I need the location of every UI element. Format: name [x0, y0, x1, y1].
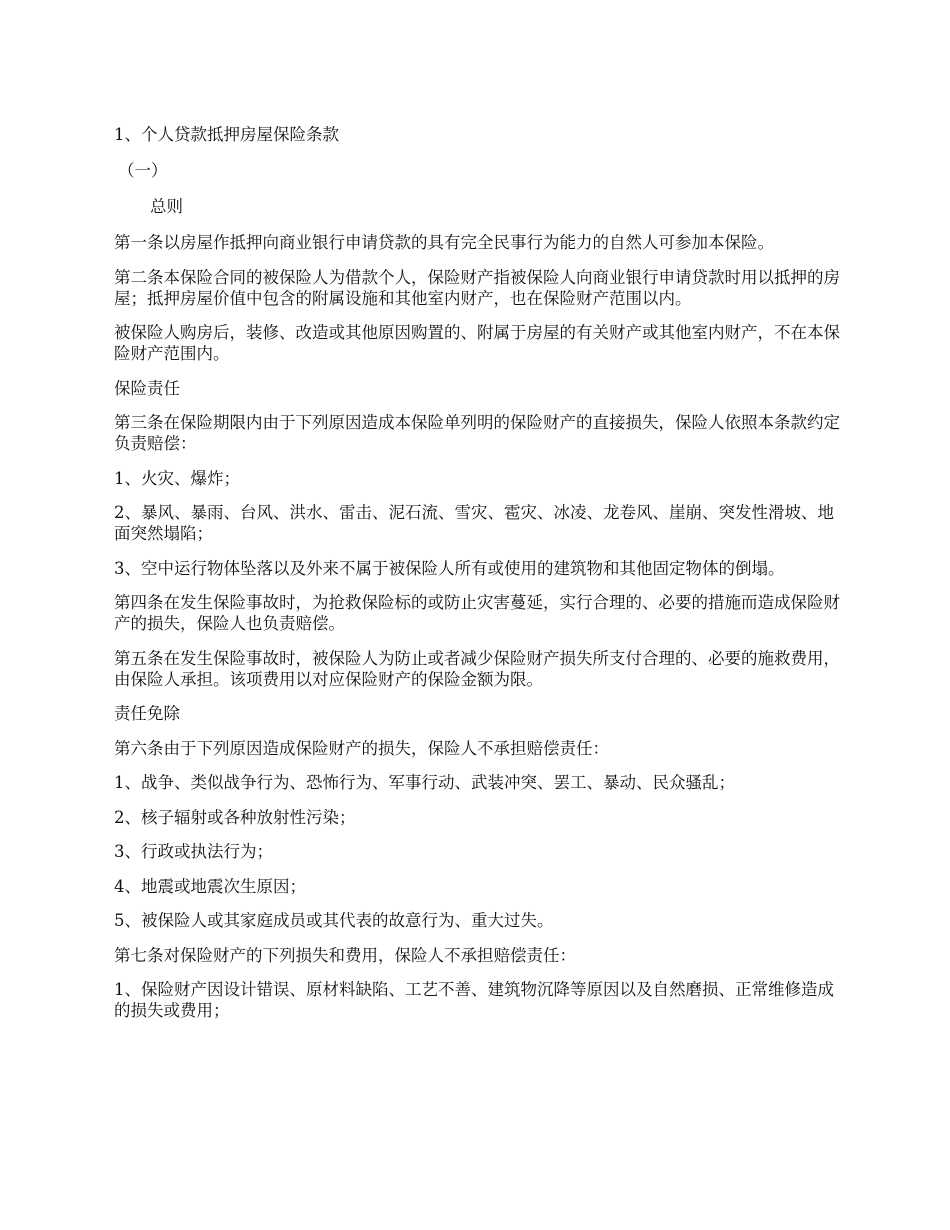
article-6-item-2: 2、核子辐射或各种放射性污染；: [114, 807, 356, 827]
article-3-item-2: 2、暴风、暴雨、台风、洪水、雷击、泥石流、雪灾、雹灾、冰凌、龙卷风、崖崩、突发性滑坡、地面突然塌陷；: [114, 503, 834, 543]
article-5: 第五条在发生保险事故时，被保险人为防止或者减少保险财产损失所支付合理的、必要的施救费用，由保险人承担。该项费用以对应保险财产的保险金额为限。: [114, 648, 840, 689]
article-3-item-1: 1、火灾、爆炸；: [114, 468, 240, 488]
article-4: 第四条在发生保险事故时，为抢救保险标的或防止灾害蔓延，实行合理的、必要的措施而造成保险财产的损失，保险人也负责赔偿。: [114, 593, 840, 633]
article-7-item-1: 1、保险财产因设计错误、原材料缺陷、工艺不善、建筑物沉降等原因以及自然磨损、正常维修造成的损失或费用；: [114, 980, 834, 1020]
article-6-item-1: 1、战争、类似战争行为、恐怖行为、军事行动、武装冲突、罢工、暴动、民众骚乱；: [114, 773, 735, 792]
article-2-note: 被保险人购房后，装修、改造或其他原因购置的、附属于房屋的有关财产或其他室内财产，不在本保险财产范围内。: [114, 323, 840, 363]
section-heading-exclusions: 责任免除: [114, 704, 180, 723]
document-page: [114, 124, 840, 1035]
article-6-item-5: 5、被保险人或其家庭成员或其代表的故意行为、重大过失。: [114, 911, 554, 930]
document-title: 1、个人贷款抵押房屋保险条款: [114, 125, 339, 144]
article-2: 第二条本保险合同的被保险人为借款个人，保险财产指被保险人向商业银行申请贷款时用以抵押的房屋；抵押房屋价值中包含的附属设施和其他室内财产，也在保险财产范围以内。: [114, 267, 840, 308]
article-6-item-4: 4、地震或地震次生原因；: [114, 876, 306, 896]
article-6: 第六条由于下列原因造成保险财产的损失，保险人不承担赔偿责任：: [114, 738, 609, 758]
section-heading-liability: 保险责任: [114, 378, 180, 398]
article-7: 第七条对保险财产的下列损失和费用，保险人不承担赔偿责任：: [114, 945, 576, 965]
chapter-title: 总则: [150, 197, 183, 216]
article-3: 第三条在保险期限内由于下列原因造成本保险单列明的保险财产的直接损失，保险人依照本条款约定负责赔偿：: [114, 413, 840, 453]
chapter-number: （一）: [118, 161, 168, 180]
article-1: 第一条以房屋作抵押向商业银行申请贷款的具有完全民事行为能力的自然人可参加本保险。: [114, 233, 774, 252]
article-6-item-3: 3、行政或执法行为；: [114, 842, 273, 861]
article-3-item-3: 3、空中运行物体坠落以及外来不属于被保险人所有或使用的建筑物和其他固定物体的倒塌。: [114, 558, 785, 578]
